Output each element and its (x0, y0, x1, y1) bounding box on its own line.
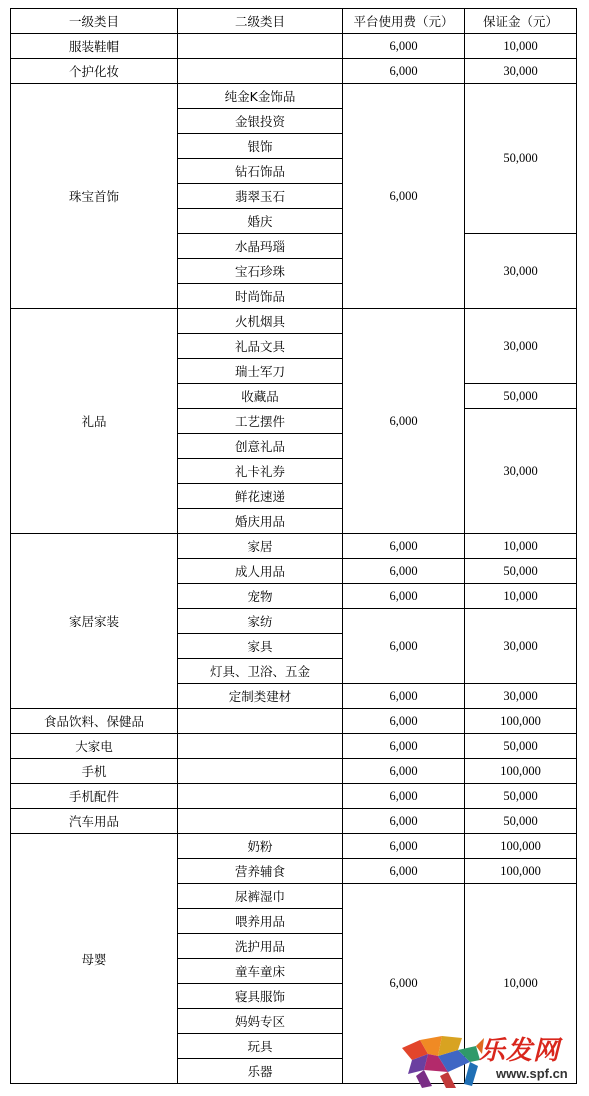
primary-category-cell: 母婴 (11, 834, 178, 1084)
secondary-category-cell: 翡翠玉石 (178, 184, 343, 209)
primary-category-cell: 手机配件 (11, 784, 178, 809)
platform-fee-cell: 6,000 (343, 559, 465, 584)
deposit-cell: 10,000 (465, 884, 577, 1084)
secondary-category-cell (178, 734, 343, 759)
primary-category-cell: 珠宝首饰 (11, 84, 178, 309)
secondary-category-cell: 妈妈专区 (178, 1009, 343, 1034)
platform-fee-cell: 6,000 (343, 784, 465, 809)
secondary-category-cell (178, 34, 343, 59)
platform-fee-cell: 6,000 (343, 809, 465, 834)
deposit-cell: 30,000 (465, 234, 577, 309)
deposit-cell: 10,000 (465, 584, 577, 609)
platform-fee-cell: 6,000 (343, 584, 465, 609)
deposit-cell: 50,000 (465, 784, 577, 809)
deposit-cell: 30,000 (465, 309, 577, 384)
secondary-category-cell: 婚庆 (178, 209, 343, 234)
secondary-category-cell: 礼品文具 (178, 334, 343, 359)
platform-fee-cell: 6,000 (343, 834, 465, 859)
secondary-category-cell: 奶粉 (178, 834, 343, 859)
secondary-category-cell: 灯具、卫浴、五金 (178, 659, 343, 684)
secondary-category-cell: 收藏品 (178, 384, 343, 409)
deposit-cell: 10,000 (465, 534, 577, 559)
secondary-category-cell: 金银投资 (178, 109, 343, 134)
secondary-category-cell: 洗护用品 (178, 934, 343, 959)
platform-fee-cell: 6,000 (343, 59, 465, 84)
secondary-category-cell: 火机烟具 (178, 309, 343, 334)
secondary-category-cell (178, 59, 343, 84)
deposit-cell: 50,000 (465, 384, 577, 409)
secondary-category-cell: 纯金K金饰品 (178, 84, 343, 109)
secondary-category-cell: 婚庆用品 (178, 509, 343, 534)
primary-category-cell: 大家电 (11, 734, 178, 759)
deposit-cell: 50,000 (465, 559, 577, 584)
primary-category-cell: 食品饮料、保健品 (11, 709, 178, 734)
platform-fee-cell: 6,000 (343, 709, 465, 734)
table-row (11, 834, 577, 859)
secondary-category-cell: 童车童床 (178, 959, 343, 984)
secondary-category-cell (178, 709, 343, 734)
secondary-category-cell: 鲜花速递 (178, 484, 343, 509)
secondary-category-cell: 宠物 (178, 584, 343, 609)
table-row (11, 809, 577, 834)
platform-fee-cell: 6,000 (343, 734, 465, 759)
deposit-cell: 10,000 (465, 34, 577, 59)
secondary-category-cell: 定制类建材 (178, 684, 343, 709)
secondary-category-cell: 乐器 (178, 1059, 343, 1084)
secondary-category-cell: 玩具 (178, 1034, 343, 1059)
deposit-cell: 50,000 (465, 734, 577, 759)
table-row (11, 709, 577, 734)
platform-fee-cell: 6,000 (343, 684, 465, 709)
table-row (11, 59, 577, 84)
secondary-category-cell: 家居 (178, 534, 343, 559)
deposit-cell: 30,000 (465, 684, 577, 709)
secondary-category-cell: 时尚饰品 (178, 284, 343, 309)
deposit-cell: 30,000 (465, 609, 577, 684)
deposit-cell: 100,000 (465, 759, 577, 784)
primary-category-cell: 汽车用品 (11, 809, 178, 834)
table-row (11, 759, 577, 784)
secondary-category-cell: 工艺摆件 (178, 409, 343, 434)
secondary-category-cell: 成人用品 (178, 559, 343, 584)
header-row (11, 9, 577, 34)
deposit-cell: 50,000 (465, 84, 577, 234)
table-row (11, 309, 577, 334)
primary-category-cell: 服装鞋帽 (11, 34, 178, 59)
secondary-category-cell: 营养辅食 (178, 859, 343, 884)
platform-fee-cell: 6,000 (343, 609, 465, 684)
table-row (11, 34, 577, 59)
deposit-cell: 100,000 (465, 709, 577, 734)
primary-category-cell: 手机 (11, 759, 178, 784)
secondary-category-cell (178, 759, 343, 784)
primary-category-cell: 个护化妆 (11, 59, 178, 84)
secondary-category-cell: 瑞士军刀 (178, 359, 343, 384)
platform-fee-cell: 6,000 (343, 759, 465, 784)
secondary-category-cell: 宝石珍珠 (178, 259, 343, 284)
secondary-category-cell: 银饰 (178, 134, 343, 159)
secondary-category-cell: 礼卡礼券 (178, 459, 343, 484)
table-row (11, 784, 577, 809)
header-platform-fee: 平台使用费（元） (343, 9, 465, 34)
platform-fee-cell: 6,000 (343, 34, 465, 59)
table-row (11, 534, 577, 559)
secondary-category-cell (178, 784, 343, 809)
platform-fee-cell: 6,000 (343, 534, 465, 559)
table-row (11, 734, 577, 759)
secondary-category-cell: 尿裤湿巾 (178, 884, 343, 909)
header-primary-category: 一级类目 (11, 9, 178, 34)
primary-category-cell: 礼品 (11, 309, 178, 534)
secondary-category-cell: 寝具服饰 (178, 984, 343, 1009)
deposit-cell: 30,000 (465, 409, 577, 534)
watermark-url: www.spf.cn (496, 1066, 568, 1081)
fee-table (10, 8, 577, 1084)
header-secondary-category: 二级类目 (178, 9, 343, 34)
deposit-cell: 30,000 (465, 59, 577, 84)
platform-fee-cell: 6,000 (343, 84, 465, 309)
header-deposit: 保证金（元） (465, 9, 577, 34)
secondary-category-cell: 钻石饰品 (178, 159, 343, 184)
secondary-category-cell: 家纺 (178, 609, 343, 634)
table-row (11, 84, 577, 109)
deposit-cell: 50,000 (465, 809, 577, 834)
secondary-category-cell: 创意礼品 (178, 434, 343, 459)
secondary-category-cell: 喂养用品 (178, 909, 343, 934)
deposit-cell: 100,000 (465, 834, 577, 859)
platform-fee-cell: 6,000 (343, 309, 465, 534)
platform-fee-cell: 6,000 (343, 884, 465, 1084)
deposit-cell: 100,000 (465, 859, 577, 884)
secondary-category-cell: 水晶玛瑙 (178, 234, 343, 259)
watermark-title: 乐发网 (479, 1036, 561, 1066)
primary-category-cell: 家居家装 (11, 534, 178, 709)
secondary-category-cell: 家具 (178, 634, 343, 659)
platform-fee-cell: 6,000 (343, 859, 465, 884)
secondary-category-cell (178, 809, 343, 834)
